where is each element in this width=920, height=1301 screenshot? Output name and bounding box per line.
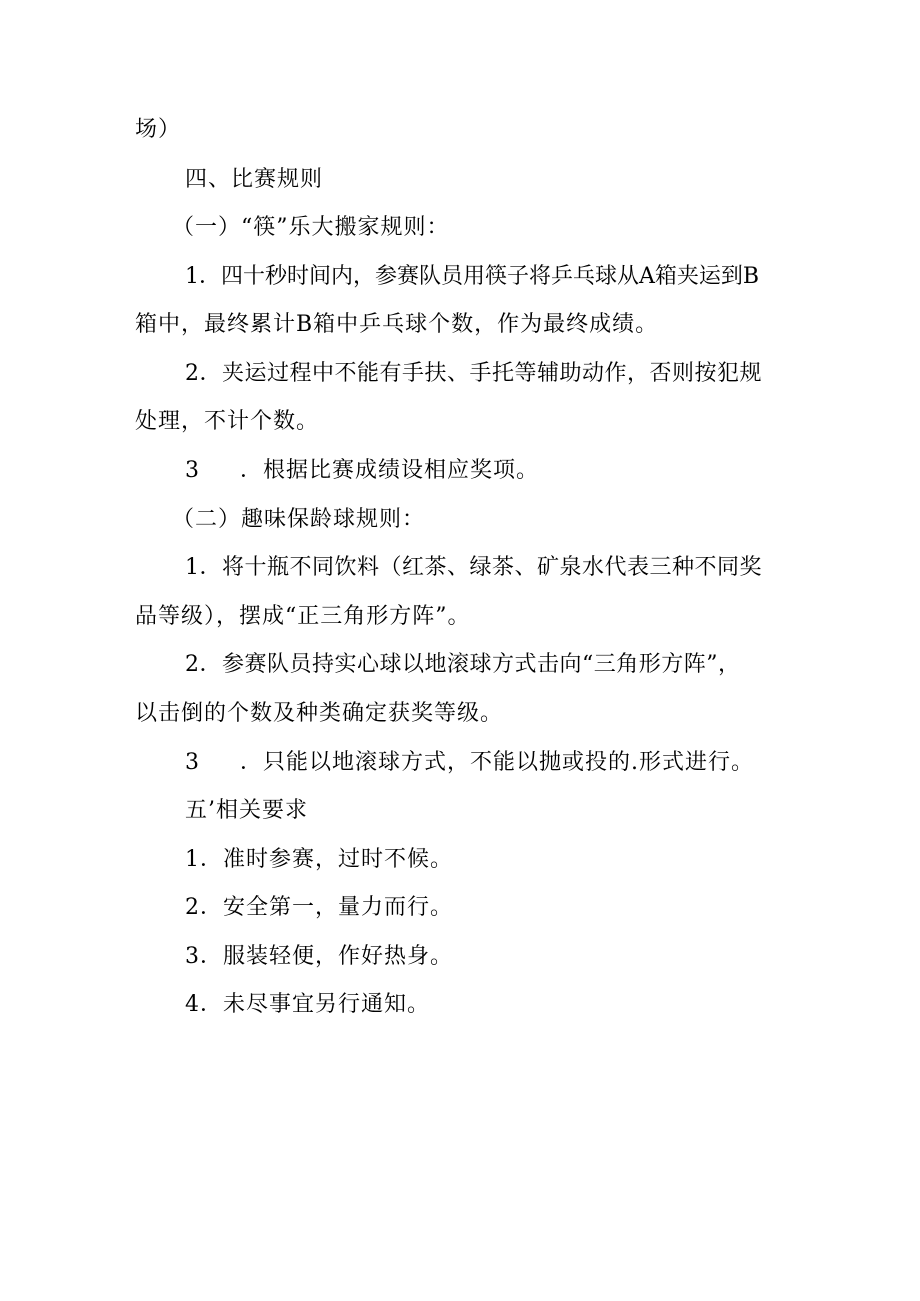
bowling-rule-3-number: 3 [185, 750, 200, 775]
bowling-rule-2-line-2: 以击倒的个数及种类确定获奖等级。 [135, 701, 504, 726]
text-line-continuation: 场） [135, 117, 182, 142]
rule-item-1-line-2: 箱中，最终累计B箱中乒乓球个数，作为最终成绩。 [135, 312, 659, 337]
rule-item-2-line-1: 2．夹运过程中不能有手扶、手托等辅助动作，否则按犯规 [185, 361, 762, 386]
requirement-item-2: 2．安全第一，量力而行。 [185, 895, 453, 920]
bowling-rule-1-line-2: 品等级），摆成“正三角形方阵”。 [135, 604, 471, 629]
rule-item-1-line-1: 1．四十秒时间内，参赛队员用筷子将乒乓球从A箱夹运到B [185, 264, 760, 289]
subsection-heading-bowling: （二）趣味保龄球规则： [172, 507, 426, 532]
bowling-rule-3-text: ．只能以地滚球方式，不能以抛或投的.形式进行。 [240, 750, 754, 775]
requirement-item-1: 1．准时参赛，过时不候。 [185, 847, 453, 872]
section-heading-rules: 四、比赛规则 [185, 167, 324, 192]
bowling-rule-1-line-1: 1．将十瓶不同饮料（红茶、绿茶、矿泉水代表三种不同奖 [185, 555, 762, 580]
rule-item-3-number: 3 [185, 458, 200, 483]
rule-item-3-text: ．根据比赛成绩设相应奖项。 [240, 458, 540, 483]
section-heading-requirements: 五’相关要求 [185, 798, 308, 823]
rule-item-2-line-2: 处理，不计个数。 [135, 409, 320, 434]
requirement-item-4: 4．未尽事宜另行通知。 [185, 992, 430, 1017]
subsection-heading-chopsticks: （一）“筷”乐大搬家规则： [172, 215, 450, 240]
bowling-rule-2-line-1: 2．参赛队员持实心球以地滚球方式击向“三角形方阵”， [185, 652, 741, 677]
requirement-item-3: 3．服装轻便，作好热身。 [185, 944, 453, 969]
